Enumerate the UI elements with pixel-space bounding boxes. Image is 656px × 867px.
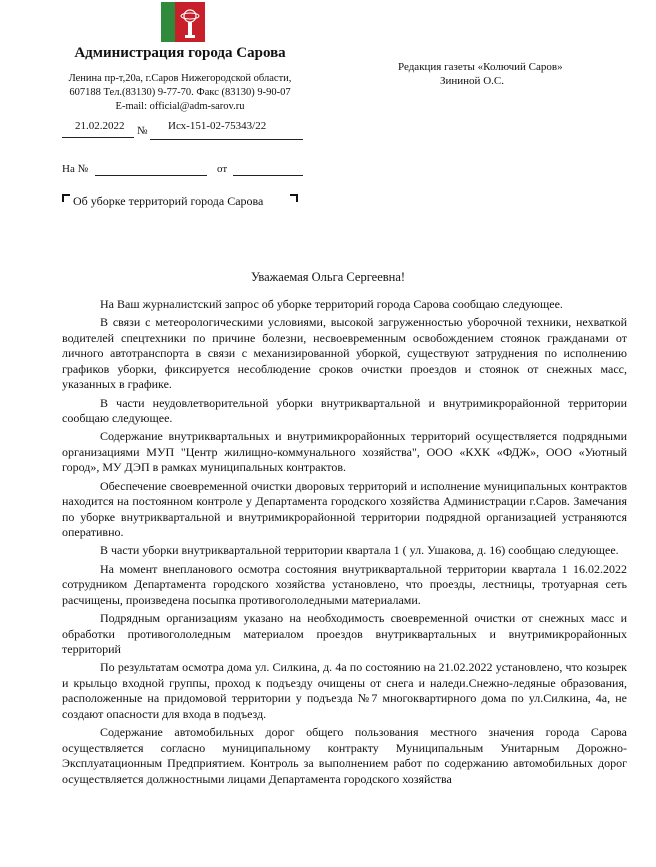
organization-name: Администрация города Сарова	[74, 45, 286, 61]
reply-to-label: На №	[62, 163, 89, 175]
phone-line: 607188 Тел.(83130) 9-77-70. Факс (83130) 9-90-07	[69, 87, 291, 98]
body-paragraph: По результатам осмотра дома ул. Силкина, д. 4а по состоянию на 21.02.2022 установлено, что козырек и крыльцо входной группы, проход к подъезду очищены от снега и наледи.Снежно-ледяные образования, расположенные на придомовой территории у подъезда №7 многоквартирного дома по ул.Силкина, 4а, не создают опасности для входа в подъезд.	[62, 660, 627, 721]
body-paragraph: Подрядным организациям указано на необходимость своевременной очистки от снежных масс и обработки противогололедным материалом проездов внутриквартальных и внутримикрорайонных территорий	[62, 611, 627, 657]
body-paragraph: Содержание внутриквартальных и внутримикрорайонных территорий осуществляется подрядными организациями МУП "Центр жилищно-коммунального хозяйства", ООО «КХК «ФДЖ», ООО «Уютный город», МУ ДЭП в рамках муниципальных контрактов.	[62, 429, 627, 475]
subject-corner-left	[62, 194, 70, 202]
letter-date: 21.02.2022	[75, 120, 125, 132]
body-paragraph: Обеспечение своевременной очистки дворовых территорий и исполнение муниципальных контрактов находится на постоянном контроле у Департамента городского хозяйства Администрации г.Саров. Замечания по уборке внутриквартальной и внутримикрорайонной территории подрядной организацией устраняются оперативно.	[62, 478, 627, 540]
reply-from-label: от	[217, 163, 228, 175]
salutation: Уважаемая Ольга Сергеевна!	[250, 270, 406, 284]
body-paragraph: В части уборки внутриквартальной территории квартала 1 ( ул. Ушакова, д. 16) сообщаю следующее.	[100, 543, 619, 558]
recipient-block	[398, 60, 628, 88]
body-paragraph: В связи с метеорологическими условиями, высокой загруженностью уборочной техники, нехваткой водителей спецтехники по причине болезни, несвоевременным освобождением стоянок гражданами от личного автотранспорта в связи с механизированной уборкой, существуют затруднения по исполнению графиков уборки, фиксируется несоблюдение сроков очистки проездов и стоянок от снежных масс, указанных в графике.	[62, 315, 627, 392]
body-paragraph: Содержание автомобильных дорог общего пользования местного значения города Сарова осуществляется согласно муниципальному контракту Муниципальным Унитарным Дорожно-Эксплуатационным Предприятием. Контроль за выполнением работ по содержанию автомобильных дорог осуществляется должностными лицами Департамента городского хозяйства	[62, 725, 627, 786]
recipient-organization: Редакция газеты «Колючий Саров»	[398, 61, 563, 73]
body-paragraph: На момент внепланового осмотра состояния внутриквартальной территории квартала 1 16.02.2022 сотрудником Департамента городского хозяйства установлено, что проезды, лестницы, тротуарная сеть расчищены, произведена посыпка противогололедными материалами.	[62, 561, 627, 607]
date-underline	[62, 137, 134, 138]
organization-address	[30, 72, 330, 114]
address-line: Ленина пр-т,20а, г.Саров Нижегородской области,	[68, 73, 292, 84]
reply-number-underline	[95, 175, 207, 176]
coat-of-arms-icon	[161, 2, 205, 42]
number-sign: №	[137, 125, 148, 137]
recipient-person: Зининой О.С.	[440, 75, 504, 87]
letter-subject: Об уборке территорий города Сарова	[73, 194, 264, 208]
email-line: E-mail: official@adm-sarov.ru	[115, 101, 245, 112]
body-paragraph: В части неудовлетворительной уборки внутриквартальной и внутримикрорайонной территории сообщаю следующее.	[62, 395, 627, 426]
subject-corner-right	[290, 194, 298, 202]
number-underline	[150, 139, 303, 140]
reply-date-underline	[233, 175, 303, 176]
body-paragraph: На Ваш журналистский запрос об уборке территорий города Сарова сообщаю следующее.	[100, 297, 563, 311]
outgoing-number: Исх-151-02-75343/22	[168, 120, 267, 132]
letter-body	[62, 297, 627, 790]
